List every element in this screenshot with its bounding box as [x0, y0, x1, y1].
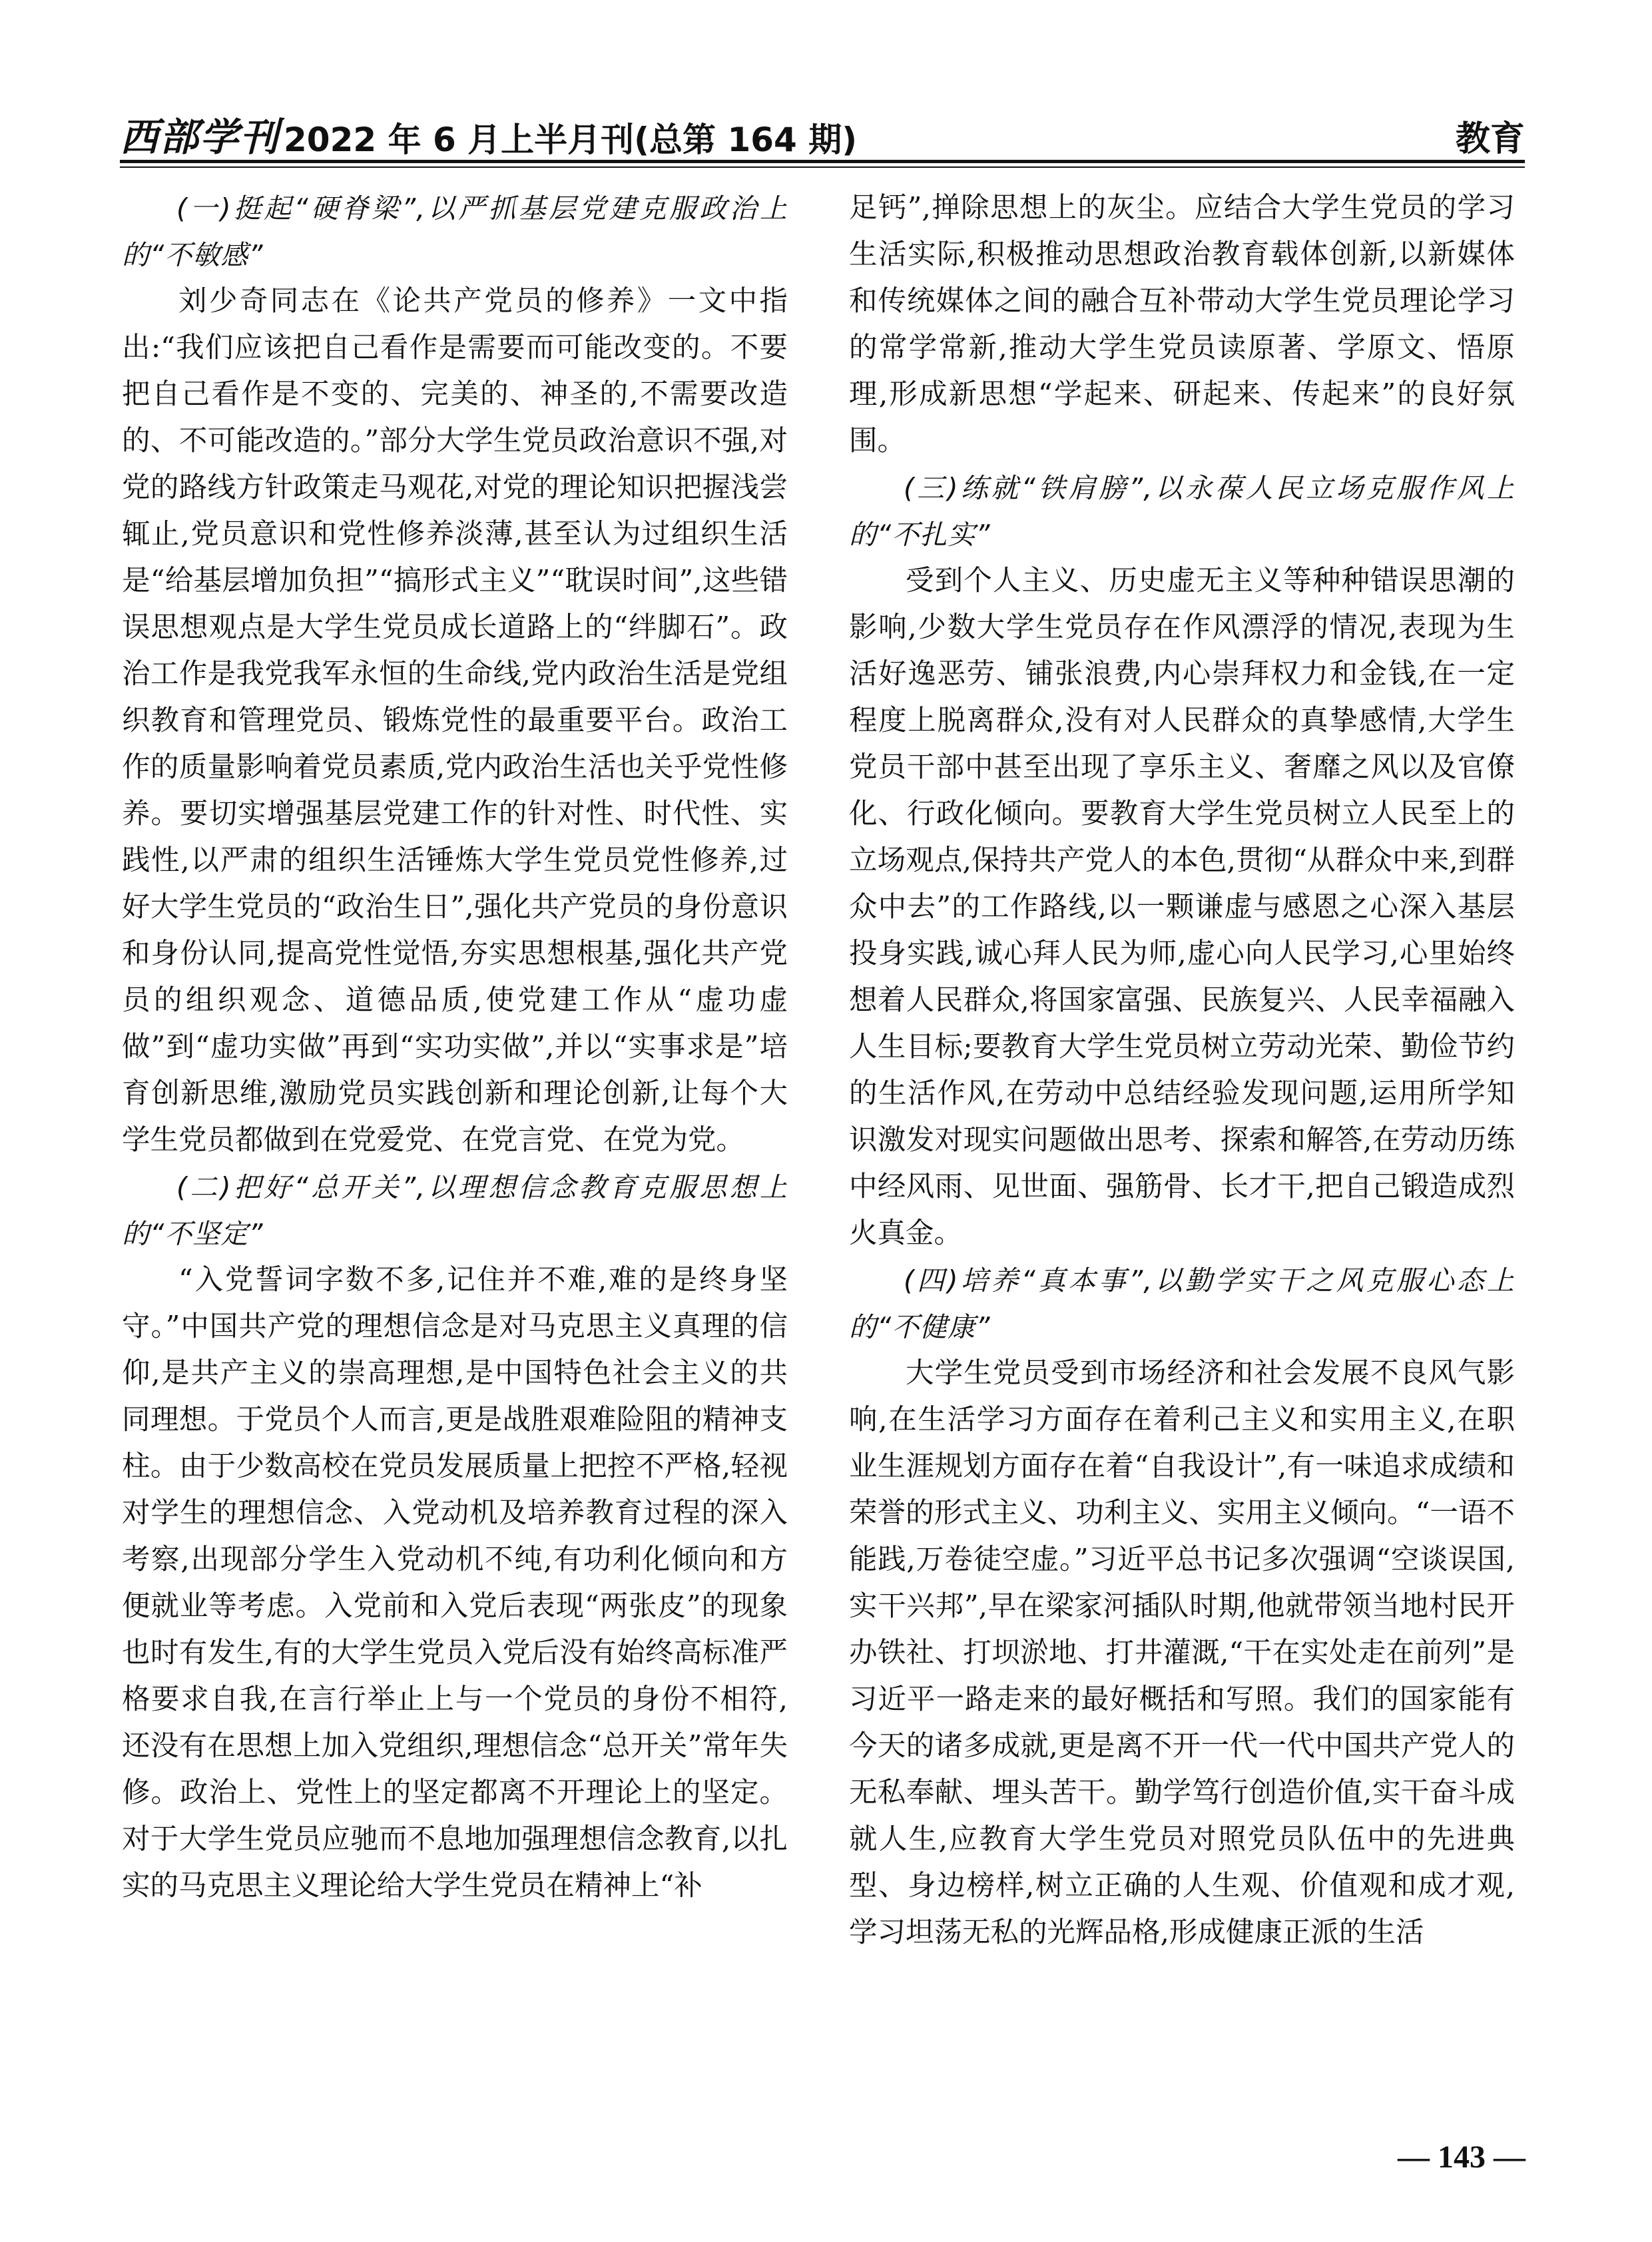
section-label: 教育	[1455, 119, 1525, 159]
issue-info: 2022 年 6 月上半月刊(总第 164 期)	[284, 121, 858, 159]
section-heading: (一)挺起“硬脊梁”,以严抓基层党建克服政治上的“不敏感”	[122, 192, 788, 271]
section-heading: (四)培养“真本事”,以勤学实干之风克服心态上的“不健康”	[849, 1264, 1515, 1343]
page-number: — 143 —	[1398, 2139, 1525, 2175]
paragraph: 受到个人主义、历史虚无主义等种种错误思潮的影响,少数大学生党员存在作风漂浮的情况,表现为生活好逸恶劳、铺张浪费,内心崇拜权力和金钱,在一定程度上脱离群众,没有对人民群众的真挚感情,大学生党员干部中甚至出现了享乐主义、奢靡之风以及官僚化、行政化倾向。要教育大学生党员树立人民至上的立场观点,保持共产党人的本色,贯彻“从群众中来,到群众中去”的工作路线,以一颗谦虚与感恩之心深入基层投身实践,诚心拜人民为师,虚心向人民学习,心里始终想着人民群众,将国家富强、民族复兴、人民幸福融入人生目标;要教育大学生党员树立劳动光荣、勤俭节约的生活作风,在劳动中总结经验发现问题,运用所学知识激发对现实问题做出思考、探索和解答,在劳动历练中经风雨、见世面、强筋骨、长才干,把自己锻造成烈火真金。	[849, 565, 1515, 1250]
journal-logo: 西部学刊	[120, 115, 280, 160]
paragraph: “入党誓词字数不多,记住并不难,难的是终身坚守。”中国共产党的理想信念是对马克思主义真理的信仰,是共产主义的崇高理想,是中国特色社会主义的共同理想。于党员个人而言,更是战胜艰难险阻的精神支柱。由于少数高校在党员发展质量上把控不严格,轻视对学生的理想信念、入党动机及培养教育过程的深入考察,出现部分学生入党动机不纯,有功利化倾向和方便就业等考虑。入党前和入党后表现“两张皮”的现象也时有发生,有的大学生党员入党后没有始终高标准严格要求自我,在言行举止上与一个党员的身份不相符,还没有在思想上加入党组织,理想信念“总开关”常年失修。政治上、党性上的坚定都离不开理论上的坚定。对于大学生党员应驰而不息地加强理想信念教育,以扎实的马克思主义理论给大学生党员在精神上“补	[122, 1264, 788, 1902]
section-heading: (二)把好“总开关”,以理想信念教育克服思想上的“不坚定”	[122, 1171, 788, 1250]
paragraph: 大学生党员受到市场经济和社会发展不良风气影响,在生活学习方面存在着利己主义和实用主义,在职业生涯规划方面存在着“自我设计”,有一味追求成绩和荣誉的形式主义、功利主义、实用主义倾向。“一语不能践,万卷徒空虚。”习近平总书记多次强调“空谈误国,实干兴邦”,早在梁家河插队时期,他就带领当地村民开办铁社、打坝淤地、打井灌溉,“干在实处走在前列”是习近平一路走来的最好概括和写照。我们的国家能有今天的诸多成就,更是离不开一代一代中国共产党人的无私奉献、埋头苦干。勤学笃行创造价值,实干奋斗成就人生,应教育大学生党员对照党员队伍中的先进典型、身边榜样,树立正确的人生观、价值观和成才观,学习坦荡无私的光辉品格,形成健康正派的生活	[849, 1357, 1515, 1949]
section-heading: (三)练就“铁肩膀”,以永葆人民立场克服作风上的“不扎实”	[849, 472, 1515, 551]
header-rule-thin	[120, 166, 1525, 168]
header-left	[120, 115, 858, 160]
header-rule-thick	[120, 160, 1525, 163]
paragraph: 足钙”,掸除思想上的灰尘。应结合大学生党员的学习生活实际,积极推动思想政治教育载体创新,以新媒体和传统媒体之间的融合互补带动大学生党员理论学习的常学常新,推动大学生党员读原著、学原文、悟原理,形成新思想“学起来、研起来、传起来”的良好氛围。	[849, 192, 1515, 457]
left-column	[122, 185, 788, 2129]
page-header	[120, 110, 1525, 160]
right-column	[849, 185, 1515, 2129]
paragraph: 刘少奇同志在《论共产党员的修养》一文中指出:“我们应该把自己看作是需要而可能改变的。不要把自己看作是不变的、完美的、神圣的,不需要改造的、不可能改造的。”部分大学生党员政治意识不强,对党的路线方针政策走马观花,对党的理论知识把握浅尝辄止,党员意识和党性修养淡薄,甚至认为过组织生活是“给基层增加负担”“搞形式主义”“耽误时间”,这些错误思想观点是大学生党员成长道路上的“绊脚石”。政治工作是我党我军永恒的生命线,党内政治生活是党组织教育和管理党员、锻炼党性的最重要平台。政治工作的质量影响着党员素质,党内政治生活也关乎党性修养。要切实增强基层党建工作的针对性、时代性、实践性,以严肃的组织生活锤炼大学生党员党性修养,过好大学生党员的“政治生日”,强化共产党员的身份意识和身份认同,提高党性觉悟,夯实思想根基,强化共产党员的组织观念、道德品质,使党建工作从“虚功虚做”到“虚功实做”再到“实功实做”,并以“实事求是”培育创新思维,激励党员实践创新和理论创新,让每个大学生党员都做到在党爱党、在党言党、在党为党。	[122, 285, 788, 1157]
